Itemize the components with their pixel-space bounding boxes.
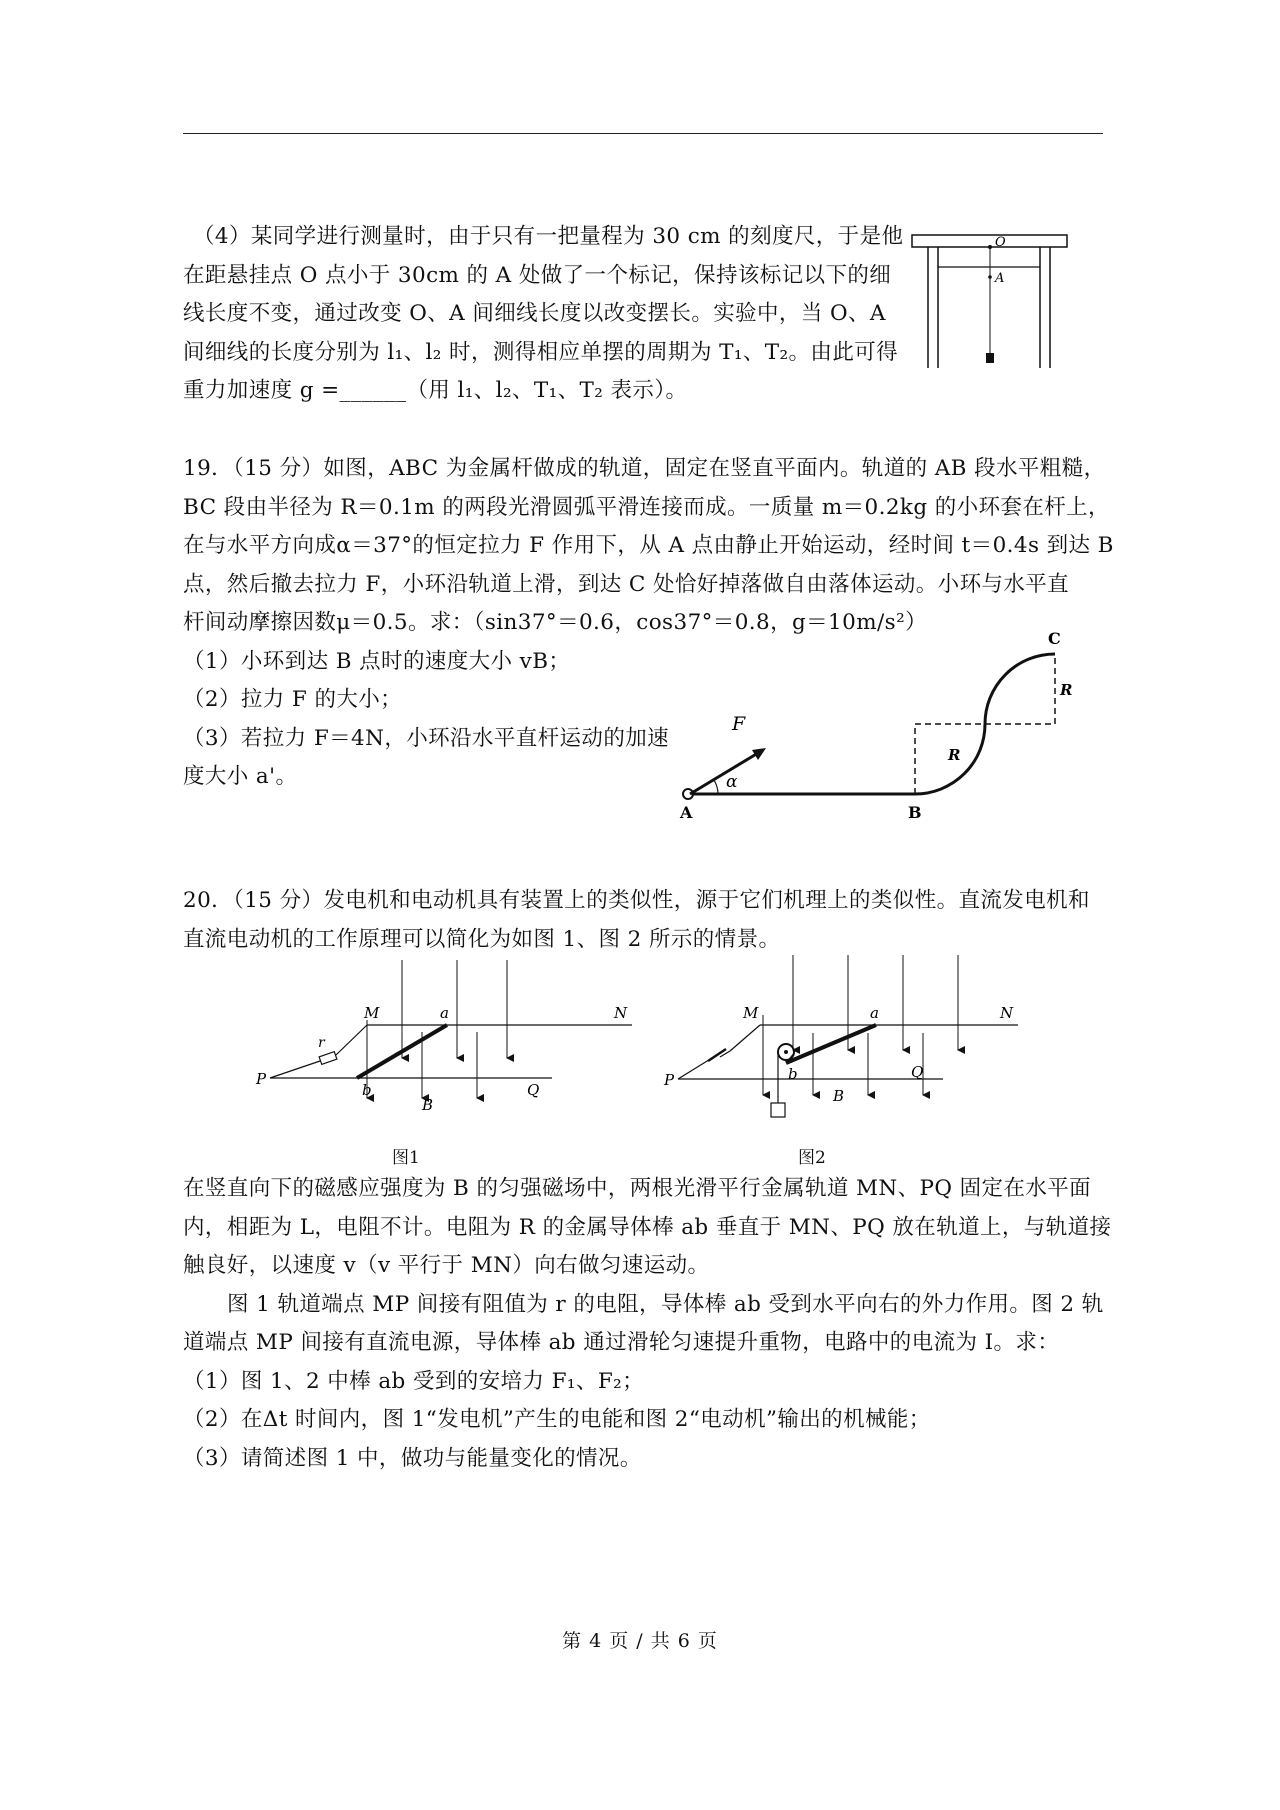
label-c: C — [1048, 629, 1061, 648]
text-line: BC 段由半径为 R＝0.1m 的两段光滑圆弧平滑连接而成。一质量 m＝0.2kg 的小环套在杆上， — [183, 494, 1110, 520]
q20-intro-text — [183, 882, 1090, 959]
text-line: （2）拉力 F 的大小； — [183, 687, 403, 712]
generator-figure-1 — [256, 960, 642, 1115]
force-arrow-line — [690, 753, 758, 794]
text-line: 触良好，以速度 v（v 平行于 MN）向右做匀速运动。 — [183, 1253, 710, 1278]
text-line: 在竖直向下的磁感应强度为 B 的匀强磁场中，两根光滑平行金属轨道 MN、PQ 固定在水平面 — [183, 1176, 1092, 1201]
label-p: P — [256, 1070, 267, 1088]
weight-block — [771, 1103, 785, 1117]
resistor-r — [319, 1052, 337, 1065]
label-o: O — [995, 235, 1006, 250]
label-r-lower: R — [948, 746, 961, 764]
point-a-dot — [988, 275, 992, 279]
label-a: A — [680, 803, 693, 822]
pendulum-figure — [900, 225, 1080, 370]
text-line: 度大小 a'。 — [183, 764, 298, 789]
label-b: B — [908, 803, 922, 822]
wire-bm — [730, 1025, 760, 1051]
pendulum-bob — [986, 353, 994, 363]
label-n: N — [614, 1004, 628, 1022]
text-line: （1）小环到达 B 点时的速度大小 vB； — [183, 648, 571, 674]
rod-ab — [786, 1025, 876, 1063]
motor-figure-2 — [664, 955, 1028, 1135]
figure-2-caption: 图2 — [798, 1148, 826, 1168]
label-b-field: B — [833, 1087, 845, 1105]
text-line: 间细线的长度分别为 l₁、l₂ 时，测得相应单摆的周期为 T₁、T₂。由此可得 — [183, 339, 899, 365]
text-line: 直流电动机的工作原理可以简化为如图 1、图 2 所示的情景。 — [183, 926, 781, 952]
figure-1-caption: 图1 — [392, 1148, 420, 1168]
track-abc-figure — [670, 600, 1110, 830]
text-line: 线长度不变，通过改变 O、A 间细线长度以改变摆长。实验中，当 O、A — [183, 301, 886, 326]
header-rule — [183, 133, 1103, 134]
text-line: 20．（15 分）发电机和电动机具有装置上的类似性，源于它们机理上的类似性。直流发电机和 — [183, 888, 1090, 913]
label-b-field: B — [422, 1096, 434, 1114]
label-r: r — [318, 1035, 325, 1051]
pulley-axle — [784, 1050, 788, 1054]
text-line: 在与水平方向成α＝37°的恒定拉力 F 作用下，从 A 点由静止开始运动，经时间 t＝0.4s 到达 B — [183, 533, 1114, 558]
label-q: Q — [527, 1081, 540, 1099]
label-p: P — [664, 1071, 675, 1089]
label-b: b — [788, 1065, 798, 1083]
text-line: 19．（15 分）如图，ABC 为金属杆做成的轨道，固定在竖直平面内。轨道的 AB 段水平粗糙， — [183, 456, 1106, 481]
text-line: （4）某同学进行测量时，由于只有一把量程为 30 cm 的刻度尺，于是他 — [193, 224, 904, 249]
label-f: F — [732, 713, 746, 735]
wire-pm — [270, 1061, 320, 1078]
page-footer: 第 4 页 / 共 6 页 — [562, 1630, 718, 1652]
wire-rm — [336, 1025, 367, 1055]
label-a: A — [995, 271, 1005, 286]
text-line: （2）在Δt 时间内，图 1“发电机”产生的电能和图 2“电动机”输出的机械能； — [183, 1407, 931, 1432]
q18-part4-text — [183, 218, 903, 411]
label-m: M — [364, 1004, 380, 1022]
q20-body-text — [183, 1170, 1111, 1478]
text-line: 重力加速度 g =______（用 l₁、l₂、T₁、T₂ 表示）。 — [183, 378, 688, 403]
label-q: Q — [911, 1063, 924, 1081]
angle-arc — [714, 780, 718, 794]
label-a: a — [870, 1004, 879, 1022]
label-r-upper: R — [1060, 681, 1073, 699]
point-o-dot — [988, 245, 992, 249]
text-line: 点，然后撤去拉力 F，小环沿轨道上滑，到达 C 处恰好掉落做自由落体运动。小环与水平直 — [183, 571, 1070, 597]
text-line: 道端点 MP 间接有直流电源，导体棒 ab 通过滑轮匀速提升重物，电路中的电流为 I。求： — [183, 1330, 1060, 1355]
text-line: （3）请简述图 1 中，做功与能量变化的情况。 — [183, 1445, 642, 1471]
label-n: N — [1000, 1004, 1014, 1022]
text-line: （1）图 1、2 中棒 ab 受到的安培力 F₁、F₂； — [183, 1368, 645, 1394]
wire-pm — [678, 1058, 712, 1079]
text-line: （3）若拉力 F＝4N，小环沿水平直杆运动的加速 — [183, 725, 670, 751]
label-b: b — [362, 1081, 372, 1099]
text-line: 在距悬挂点 O 点小于 30cm 的 A 处做了一个标记，保持该标记以下的细 — [183, 262, 892, 288]
text-line: 杆间动摩擦因数μ＝0.5。求：（sin37°＝0.6，cos37°＝0.8，g＝10m/s²） — [183, 610, 927, 635]
label-a: a — [440, 1004, 449, 1022]
label-alpha: α — [726, 772, 738, 792]
label-m: M — [743, 1004, 759, 1022]
text-line: 图 1 轨道端点 MP 间接有阻值为 r 的电阻，导体棒 ab 受到水平向右的外力作用。图 2 轨 — [227, 1291, 1104, 1317]
text-line: 内，相距为 L，电阻不计。电阻为 R 的金属导体棒 ab 垂直于 MN、PQ 放在轨道上，与轨道接 — [183, 1214, 1112, 1240]
